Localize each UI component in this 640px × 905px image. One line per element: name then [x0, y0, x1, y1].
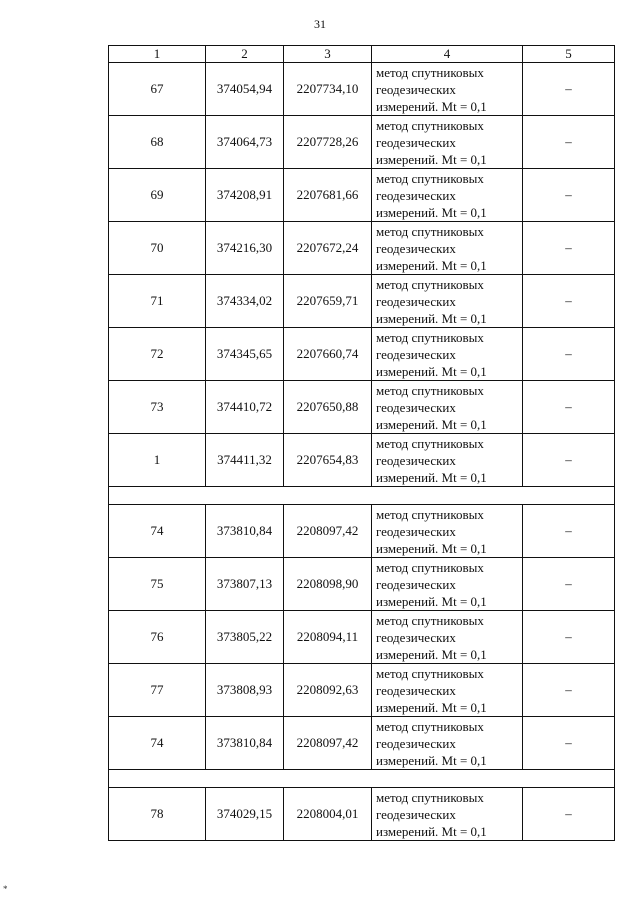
- dash-cell: –: [523, 63, 615, 116]
- point-number-cell: 75: [109, 558, 206, 611]
- dash-cell: –: [523, 717, 615, 770]
- dash-cell: –: [523, 275, 615, 328]
- point-number-cell: 72: [109, 328, 206, 381]
- method-text-line: измерений. Mt = 0,1: [376, 204, 487, 220]
- y-coordinate-cell: 2207654,83: [284, 434, 372, 487]
- dash-cell: –: [523, 169, 615, 222]
- method-cell: [372, 717, 523, 770]
- x-coordinate-cell: 373810,84: [206, 717, 284, 770]
- table-row: [109, 275, 615, 328]
- method-cell: [372, 434, 523, 487]
- dash-cell: –: [523, 222, 615, 275]
- x-coordinate-cell: 374411,32: [206, 434, 284, 487]
- table-row: [109, 788, 615, 841]
- margin-mark: *: [3, 884, 8, 894]
- point-number-cell: 69: [109, 169, 206, 222]
- method-text-line: геодезических: [376, 134, 456, 150]
- table-row: [109, 611, 615, 664]
- table-header-row: [109, 46, 615, 63]
- separator-cell: [109, 487, 615, 505]
- x-coordinate-cell: 374216,30: [206, 222, 284, 275]
- table-row: [109, 717, 615, 770]
- y-coordinate-cell: 2208094,11: [284, 611, 372, 664]
- method-text-line: метод спутниковых: [376, 170, 484, 186]
- method-cell: [372, 788, 523, 841]
- x-coordinate-cell: 374345,65: [206, 328, 284, 381]
- method-text-line: метод спутниковых: [376, 506, 484, 522]
- method-text-line: метод спутниковых: [376, 718, 484, 734]
- dash-cell: –: [523, 505, 615, 558]
- x-coordinate-cell: 374054,94: [206, 63, 284, 116]
- method-cell: [372, 381, 523, 434]
- y-coordinate-cell: 2207672,24: [284, 222, 372, 275]
- table-row: [109, 558, 615, 611]
- point-number-cell: 67: [109, 63, 206, 116]
- point-number-cell: 68: [109, 116, 206, 169]
- method-text-line: измерений. Mt = 0,1: [376, 363, 487, 379]
- page-number: 31: [314, 17, 326, 31]
- method-text-line: метод спутниковых: [376, 612, 484, 628]
- method-cell: [372, 328, 523, 381]
- method-text-line: измерений. Mt = 0,1: [376, 98, 487, 114]
- dash-cell: –: [523, 558, 615, 611]
- method-text-line: геодезических: [376, 187, 456, 203]
- method-text-line: геодезических: [376, 346, 456, 362]
- x-coordinate-cell: 373807,13: [206, 558, 284, 611]
- method-text-line: измерений. Mt = 0,1: [376, 257, 487, 273]
- x-coordinate-cell: 373805,22: [206, 611, 284, 664]
- method-cell: [372, 505, 523, 558]
- table-row: [109, 63, 615, 116]
- point-number-cell: 76: [109, 611, 206, 664]
- point-number-cell: 78: [109, 788, 206, 841]
- x-coordinate-cell: 374064,73: [206, 116, 284, 169]
- y-coordinate-cell: 2208004,01: [284, 788, 372, 841]
- method-cell: [372, 558, 523, 611]
- point-number-cell: 74: [109, 717, 206, 770]
- point-number-cell: 1: [109, 434, 206, 487]
- method-text-line: метод спутниковых: [376, 223, 484, 239]
- table-body: [109, 63, 615, 841]
- column-header-5: 5: [523, 46, 615, 63]
- method-text-line: метод спутниковых: [376, 64, 484, 80]
- dash-cell: –: [523, 611, 615, 664]
- table-row: [109, 222, 615, 275]
- method-cell: [372, 63, 523, 116]
- method-text-line: геодезических: [376, 735, 456, 751]
- method-text-line: измерений. Mt = 0,1: [376, 823, 487, 839]
- dash-cell: –: [523, 328, 615, 381]
- method-text-line: геодезических: [376, 523, 456, 539]
- separator-row: [109, 487, 615, 505]
- x-coordinate-cell: 374029,15: [206, 788, 284, 841]
- method-text-line: метод спутниковых: [376, 559, 484, 575]
- point-number-cell: 71: [109, 275, 206, 328]
- y-coordinate-cell: 2207660,74: [284, 328, 372, 381]
- separator-cell: [109, 770, 615, 788]
- y-coordinate-cell: 2208097,42: [284, 505, 372, 558]
- point-number-cell: 70: [109, 222, 206, 275]
- table-row: [109, 381, 615, 434]
- method-text-line: геодезических: [376, 576, 456, 592]
- method-cell: [372, 275, 523, 328]
- method-text-line: измерений. Mt = 0,1: [376, 416, 487, 432]
- method-cell: [372, 169, 523, 222]
- y-coordinate-cell: 2207650,88: [284, 381, 372, 434]
- method-text-line: измерений. Mt = 0,1: [376, 593, 487, 609]
- method-text-line: геодезических: [376, 240, 456, 256]
- table-row: [109, 434, 615, 487]
- method-text-line: геодезических: [376, 682, 456, 698]
- table-row: [109, 328, 615, 381]
- column-header-3: 3: [284, 46, 372, 63]
- method-text-line: измерений. Mt = 0,1: [376, 699, 487, 715]
- y-coordinate-cell: 2208092,63: [284, 664, 372, 717]
- method-cell: [372, 222, 523, 275]
- column-header-2: 2: [206, 46, 284, 63]
- method-text-line: метод спутниковых: [376, 382, 484, 398]
- method-text-line: геодезических: [376, 452, 456, 468]
- method-text-line: измерений. Mt = 0,1: [376, 310, 487, 326]
- coordinates-table-container: [108, 45, 614, 841]
- method-text-line: измерений. Mt = 0,1: [376, 540, 487, 556]
- y-coordinate-cell: 2207659,71: [284, 275, 372, 328]
- point-number-cell: 73: [109, 381, 206, 434]
- dash-cell: –: [523, 788, 615, 841]
- column-header-1: 1: [109, 46, 206, 63]
- dash-cell: –: [523, 116, 615, 169]
- dash-cell: –: [523, 434, 615, 487]
- dash-cell: –: [523, 664, 615, 717]
- table-row: [109, 505, 615, 558]
- y-coordinate-cell: 2207734,10: [284, 63, 372, 116]
- y-coordinate-cell: 2208097,42: [284, 717, 372, 770]
- method-cell: [372, 664, 523, 717]
- method-text-line: геодезических: [376, 81, 456, 97]
- method-text-line: метод спутниковых: [376, 276, 484, 292]
- method-cell: [372, 116, 523, 169]
- table-row: [109, 116, 615, 169]
- method-text-line: метод спутниковых: [376, 789, 484, 805]
- method-text-line: геодезических: [376, 293, 456, 309]
- point-number-cell: 77: [109, 664, 206, 717]
- x-coordinate-cell: 373808,93: [206, 664, 284, 717]
- x-coordinate-cell: 374410,72: [206, 381, 284, 434]
- column-header-4: 4: [372, 46, 523, 63]
- method-text-line: метод спутниковых: [376, 117, 484, 133]
- method-text-line: геодезических: [376, 399, 456, 415]
- dash-cell: –: [523, 381, 615, 434]
- method-text-line: измерений. Mt = 0,1: [376, 469, 487, 485]
- method-text-line: геодезических: [376, 629, 456, 645]
- x-coordinate-cell: 374334,02: [206, 275, 284, 328]
- y-coordinate-cell: 2207728,26: [284, 116, 372, 169]
- method-text-line: метод спутниковых: [376, 665, 484, 681]
- y-coordinate-cell: 2207681,66: [284, 169, 372, 222]
- table-row: [109, 664, 615, 717]
- table-row: [109, 169, 615, 222]
- method-text-line: измерений. Mt = 0,1: [376, 752, 487, 768]
- separator-row: [109, 770, 615, 788]
- method-text-line: метод спутниковых: [376, 435, 484, 451]
- coordinates-table: [108, 45, 615, 841]
- x-coordinate-cell: 374208,91: [206, 169, 284, 222]
- method-cell: [372, 611, 523, 664]
- method-text-line: геодезических: [376, 806, 456, 822]
- method-text-line: метод спутниковых: [376, 329, 484, 345]
- x-coordinate-cell: 373810,84: [206, 505, 284, 558]
- y-coordinate-cell: 2208098,90: [284, 558, 372, 611]
- method-text-line: измерений. Mt = 0,1: [376, 646, 487, 662]
- method-text-line: измерений. Mt = 0,1: [376, 151, 487, 167]
- point-number-cell: 74: [109, 505, 206, 558]
